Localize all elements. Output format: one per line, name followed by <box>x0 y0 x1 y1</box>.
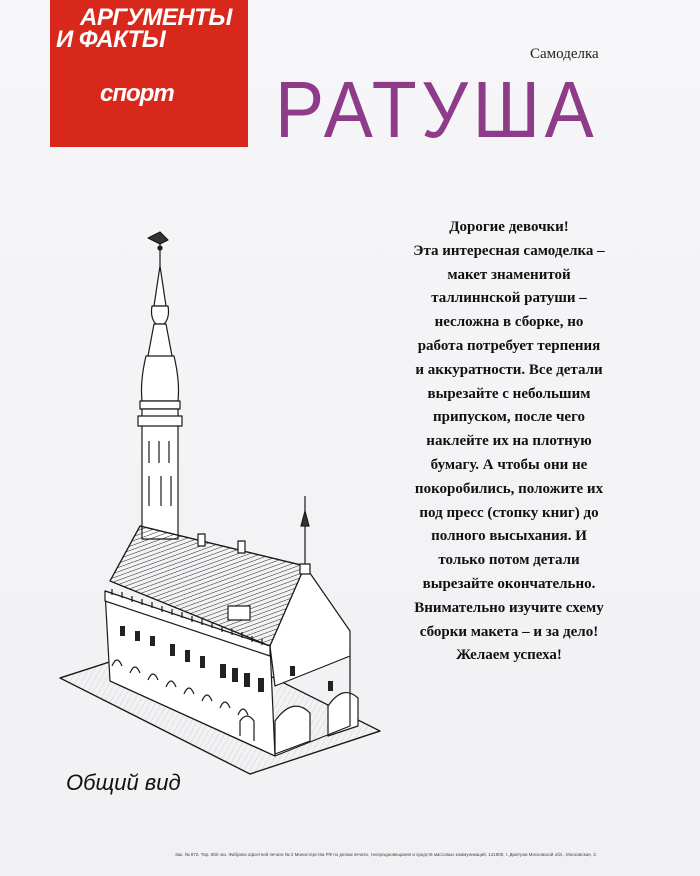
text-line: под пресс (стопку книг) до <box>419 504 599 521</box>
text-line: припуском, после чего <box>432 409 586 426</box>
page-title: РАТУША <box>275 65 599 154</box>
text-line: несложна в сборке, но <box>434 314 584 331</box>
text-line: покоробились, положите их <box>414 480 604 497</box>
logo-sub: спорт <box>100 80 174 107</box>
text-line: Дорогие девочки! <box>449 219 569 235</box>
logo-line-2: И ФАКТЫ <box>56 26 166 53</box>
text-line: Желаем успеха! <box>456 647 562 664</box>
logo-line-1: АРГУМЕНТЫ <box>80 4 232 31</box>
imprint-text: Зак. № 972. Тир. 800 экз. Фабрика офсетной печати № 2 Министерства РФ по делам печати, телерадиовещания и средств массовых коммуникаций. 141800, г. Дмитров Московской обл., Московская, 3. <box>175 852 597 857</box>
article-text <box>378 216 640 668</box>
text-line: вырезайте окончательно. <box>422 575 596 592</box>
weather-vane-icon <box>148 232 168 266</box>
text-line: Эта интересная самоделка – <box>413 242 605 259</box>
text-line: таллиннской ратуши – <box>431 290 587 307</box>
illustration-caption: Общий вид <box>66 770 181 795</box>
text-line: полного высыхания. И <box>431 528 587 545</box>
section-label: Самоделка <box>530 46 599 62</box>
text-line: вырезайте с небольшим <box>427 385 591 402</box>
text-line: Внимательно изучите схему <box>414 599 604 616</box>
text-line: бумагу. А чтобы они не <box>430 456 588 473</box>
text-line: только потом детали <box>438 552 580 569</box>
text-line: и аккуратности. Все детали <box>415 361 603 378</box>
text-line: сборки макета – и за дело! <box>419 623 599 640</box>
aif-logo <box>50 0 248 147</box>
text-line: работа потребует терпения <box>417 337 601 354</box>
text-line: макет знаменитой <box>447 266 571 283</box>
text-line: наклейте их на плотную <box>426 433 592 450</box>
town-hall-illustration <box>50 226 390 806</box>
